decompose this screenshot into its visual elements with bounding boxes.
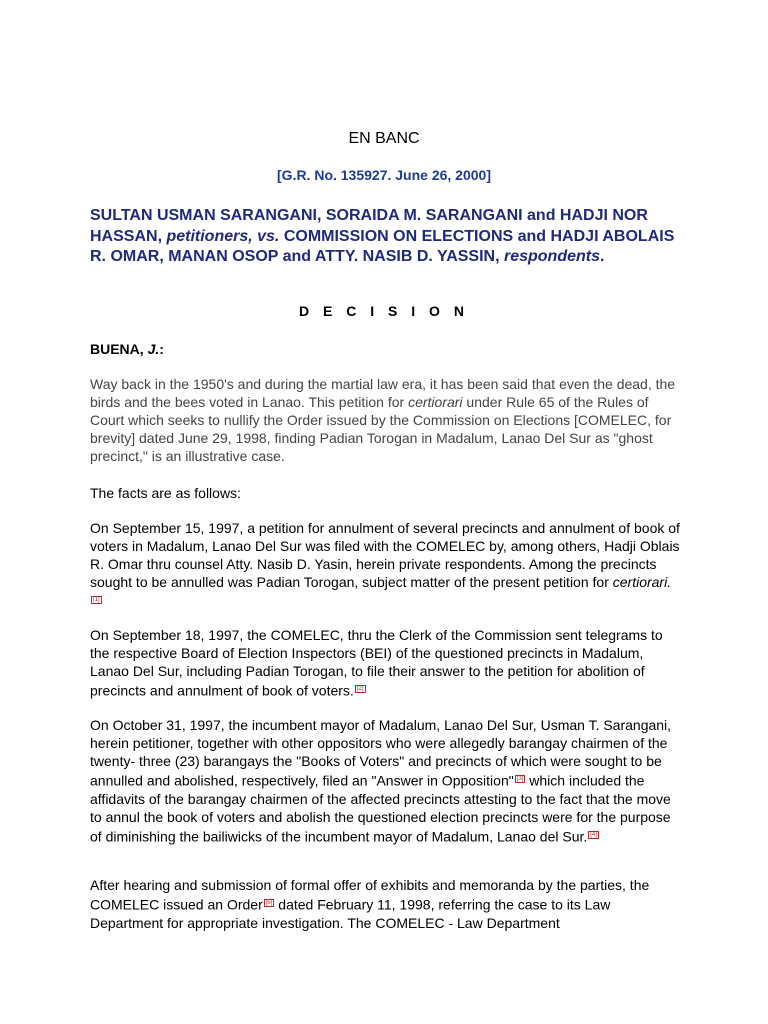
paragraph-1-text-a: Way back in the 1950's and during the martial law era, it has been said that even the dead, the birds and the bees voted in Lanao. This petition for bbox=[90, 376, 676, 410]
paragraph-4 bbox=[90, 626, 680, 700]
paragraph-5 bbox=[90, 716, 680, 845]
ponente bbox=[90, 341, 680, 357]
paragraph-6 bbox=[90, 876, 680, 932]
respondents-names: COMMISSION ON ELECTIONS and HADJI ABOLAIS R. OMAR, MANAN OSOP and ATTY. NASIB D. YASSIN, bbox=[90, 227, 675, 265]
petitioners-role: petitioners, vs. bbox=[166, 227, 280, 245]
paragraph-1-text-c: under Rule 65 of the Rules of Court which seeks to nullify the Order issued by the Commission on Elections [COMELEC, for brevity] dated June 29, 1998, finding Padian Torogan in Madalum, Lanao Del Sur as "ghost precinct," is an illustrative case. bbox=[90, 394, 672, 464]
case-caption bbox=[90, 206, 680, 268]
paragraph-5-text-b: which included the affidavits of the barangay chairmen of the affected precincts attesting to the fact that the move to annul the book of voters and abolish the questioned election precincts were for the purpose of diminishing the bailiwicks of the incumbent mayor of Madalum, Lanao del Sur. bbox=[90, 772, 671, 845]
ponente-suffix: J. bbox=[147, 341, 160, 357]
paragraph-3-italic: certiorari. bbox=[612, 574, 672, 590]
court-division: EN BANC bbox=[348, 130, 420, 147]
paragraph-3 bbox=[90, 519, 680, 611]
case-number: [G.R. No. 135927. June 26, 2000] bbox=[277, 167, 491, 183]
caption-end: . bbox=[600, 248, 605, 265]
paragraph-6-text-b: dated February 11, 1998, referring the case to its Law Department for appropriate investigation. The COMELEC - Law Department bbox=[90, 896, 611, 931]
paragraph-2: The facts are as follows: bbox=[90, 485, 241, 501]
decision-title: D E C I S I O N bbox=[299, 303, 469, 319]
respondents-role: respondents bbox=[503, 248, 600, 265]
ponente-name: BUENA, bbox=[90, 341, 148, 357]
footnote-link-2[interactable]: [2] bbox=[356, 686, 364, 692]
footnote-link-3[interactable]: [3] bbox=[516, 776, 524, 782]
footnote-link-1[interactable]: [1] bbox=[93, 597, 100, 603]
paragraph-5-text-a: On October 31, 1997, the incumbent mayor of Madalum, Lanao Del Sur, Usman T. Sarangani, herein petitioner, together with other oppositors who were allegedly barangay chairmen of the twenty- three (23) barangays the "Books of Voters" and precincts of which were sought to be annulled and abolished, respectively, filed an "Answer in Opposition" bbox=[90, 717, 672, 789]
paragraph-6-text-a: After hearing and submission of formal offer of exhibits and memoranda by the parties, the COMELEC issued an Order bbox=[90, 877, 650, 913]
paragraph-4-text: On September 18, 1997, the COMELEC, thru the Clerk of the Commission sent telegrams to the respective Board of Election Inspectors (BEI) of the questioned precincts in Madalum, Lanao Del Sur, including Padian Torogan, to file their answer to the petition for abolition of precincts and annulment of book of voters. bbox=[90, 627, 663, 699]
paragraph-1 bbox=[90, 375, 680, 465]
paragraph-3-text: On September 15, 1997, a petition for annulment of several precincts and annulment of book of voters in Madalum, Lanao Del Sur was filed with the COMELEC by, among others, Hadji Oblais R. Omar thru counsel Atty. Nasib D. Yasin, herein private respondents. Among the precincts sought to be annulled was Padian Torogan, subject matter of the present petition for bbox=[90, 520, 680, 590]
ponente-colon: : bbox=[159, 341, 164, 357]
footnote-link-5[interactable]: [5] bbox=[265, 900, 273, 906]
petitioners-names: SULTAN USMAN SARANGANI, SORAIDA M. SARANGANI and HADJI NOR HASSAN, bbox=[90, 207, 648, 245]
paragraph-1-italic: certiorari bbox=[408, 394, 463, 410]
footnote-link-4[interactable]: [4] bbox=[590, 831, 597, 838]
